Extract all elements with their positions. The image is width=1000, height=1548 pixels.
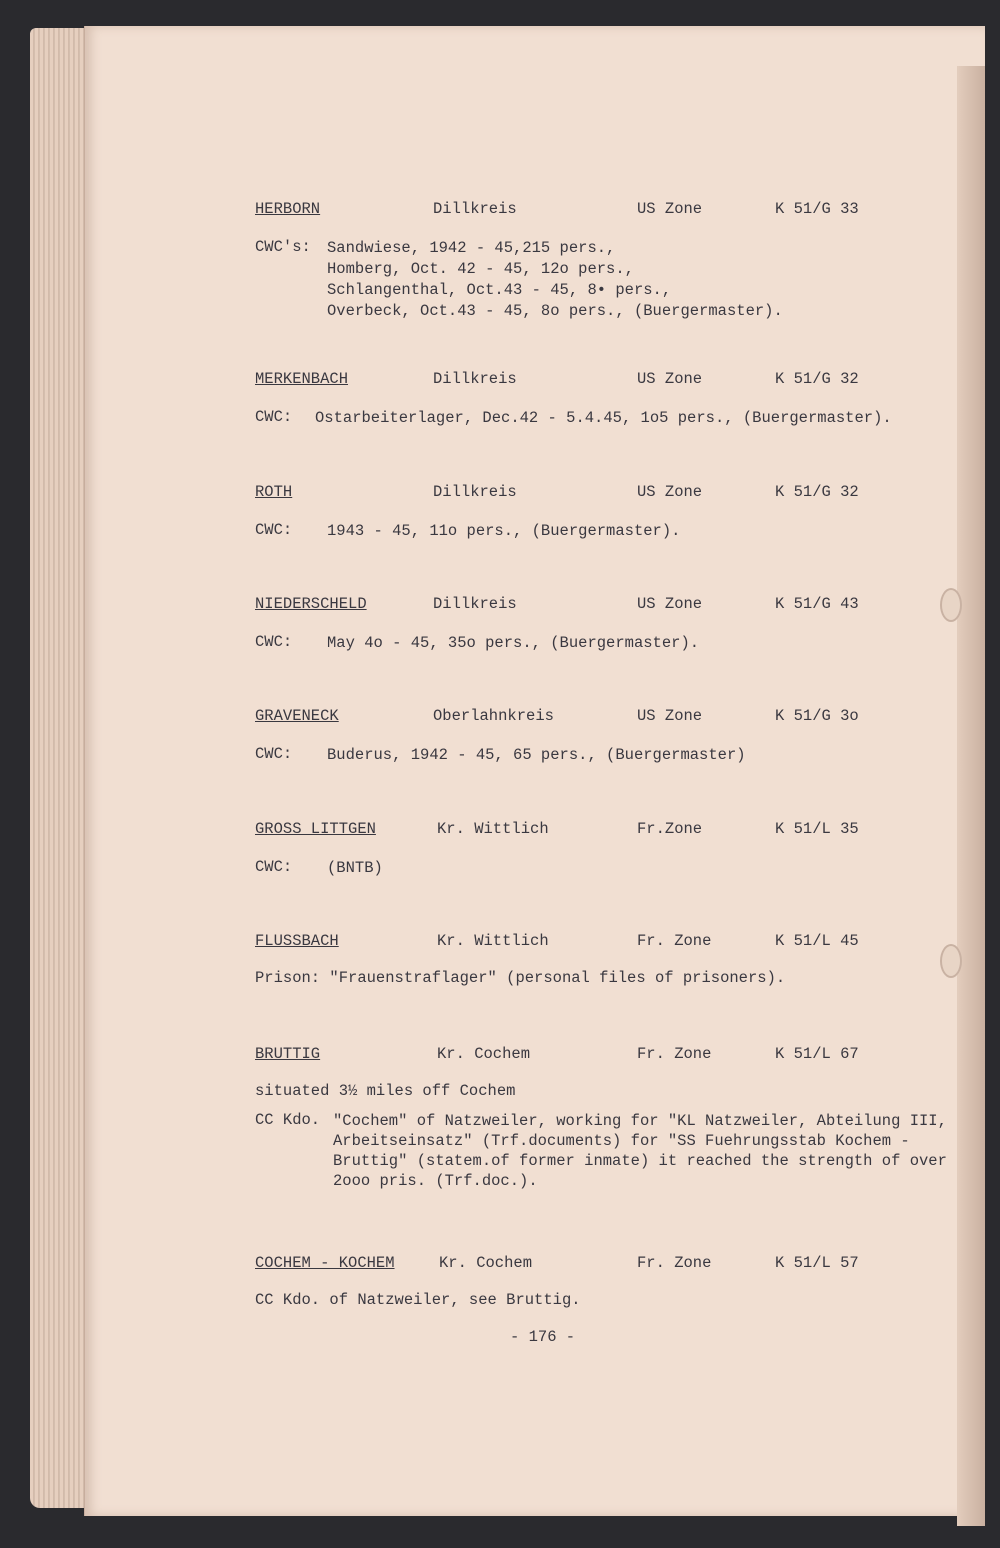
reference-code: K 51/G 32: [775, 483, 859, 501]
entry-flussbach: [255, 932, 975, 988]
place-name: GROSS LITTGEN: [255, 820, 376, 838]
reference-code: K 51/G 32: [775, 370, 859, 388]
place-name: NIEDERSCHELD: [255, 595, 367, 613]
place-name: MERKENBACH: [255, 370, 349, 388]
entry-line: Ostarbeiterlager, Dec.42 - 5.4.45, 1o5 pers., (Buergermaster).: [315, 409, 892, 427]
entry-label: CWC:: [255, 858, 293, 876]
zone: US Zone: [637, 707, 703, 725]
entry-line: Buderus, 1942 - 45, 65 pers., (Buergermaster): [327, 746, 746, 764]
entry-line: Schlangenthal, Oct.43 - 45, 8• pers.,: [327, 281, 672, 299]
entry-label: CWC:: [255, 633, 293, 651]
reference-code: K 51/L 35: [775, 820, 859, 838]
district: Kr. Cochem: [439, 1254, 533, 1272]
entry-line: May 4o - 45, 35o pers., (Buergermaster).: [327, 634, 700, 652]
reference-code: K 51/G 43: [775, 595, 859, 613]
entry-line: 1943 - 45, 11o pers., (Buergermaster).: [327, 522, 681, 540]
entry-label: CWC:: [255, 745, 293, 763]
place-name: ROTH: [255, 483, 293, 501]
zone: Fr. Zone: [637, 932, 712, 950]
entry-label: CWC:: [255, 521, 293, 539]
entry-label: CWC:: [255, 408, 293, 426]
entry-gross-littgen: [255, 820, 975, 880]
entry-bruttig: [255, 1045, 975, 1197]
entry-graveneck: [255, 707, 975, 767]
place-name: GRAVENECK: [255, 707, 339, 725]
entry-line: Sandwiese, 1942 - 45,215 pers.,: [327, 239, 616, 257]
entry-merkenbach: [255, 370, 975, 430]
district: Dillkreis: [433, 483, 517, 501]
reference-code: K 51/L 67: [775, 1045, 859, 1063]
place-name: BRUTTIG: [255, 1045, 321, 1063]
zone: Fr.Zone: [637, 820, 703, 838]
entry-roth: [255, 483, 975, 543]
entry-herborn: [255, 200, 975, 328]
zone: US Zone: [637, 483, 703, 501]
entry-cochem-kochem: [255, 1254, 975, 1310]
entry-label: CC Kdo.: [255, 1111, 321, 1129]
entry-note: CC Kdo. of Natzweiler, see Bruttig.: [255, 1291, 581, 1309]
entry-note: Prison: "Frauenstraflager" (personal files of prisoners).: [255, 969, 786, 987]
reference-code: K 51/G 33: [775, 200, 859, 218]
place-name: FLUSSBACH: [255, 932, 339, 950]
zone: US Zone: [637, 200, 703, 218]
entry-description: "Cochem" of Natzweiler, working for "KL Natzweiler, Abteilung III, Arbeitseinsatz" (Trf.documents) for "SS Fuehrungsstab Kochem - Bruttig" (statem.of former inmate) it reached the strength of over 2ooo pris. (Trf.doc.).: [333, 1112, 947, 1190]
entry-line: Overbeck, Oct.43 - 45, 8o pers., (Buergermaster).: [327, 302, 783, 320]
reference-code: K 51/L 57: [775, 1254, 859, 1272]
district: Dillkreis: [433, 200, 517, 218]
district: Kr. Cochem: [437, 1045, 531, 1063]
place-name: HERBORN: [255, 200, 321, 218]
district: Oberlahnkreis: [433, 707, 554, 725]
zone: Fr. Zone: [637, 1254, 712, 1272]
entry-label: CWC's:: [255, 238, 311, 256]
entry-line: (BNTB): [327, 859, 383, 877]
district: Kr. Wittlich: [437, 820, 549, 838]
zone: US Zone: [637, 595, 703, 613]
district: Dillkreis: [433, 595, 517, 613]
zone: Fr. Zone: [637, 1045, 712, 1063]
place-name: COCHEM - KOCHEM: [255, 1254, 395, 1272]
page-number: - 176 -: [510, 1328, 576, 1346]
reference-code: K 51/G 3o: [775, 707, 859, 725]
entry-line: Homberg, Oct. 42 - 45, 12o pers.,: [327, 260, 634, 278]
entry-note: situated 3½ miles off Cochem: [255, 1082, 516, 1100]
reference-code: K 51/L 45: [775, 932, 859, 950]
zone: US Zone: [637, 370, 703, 388]
district: Dillkreis: [433, 370, 517, 388]
district: Kr. Wittlich: [437, 932, 549, 950]
entry-niederscheld: [255, 595, 975, 655]
